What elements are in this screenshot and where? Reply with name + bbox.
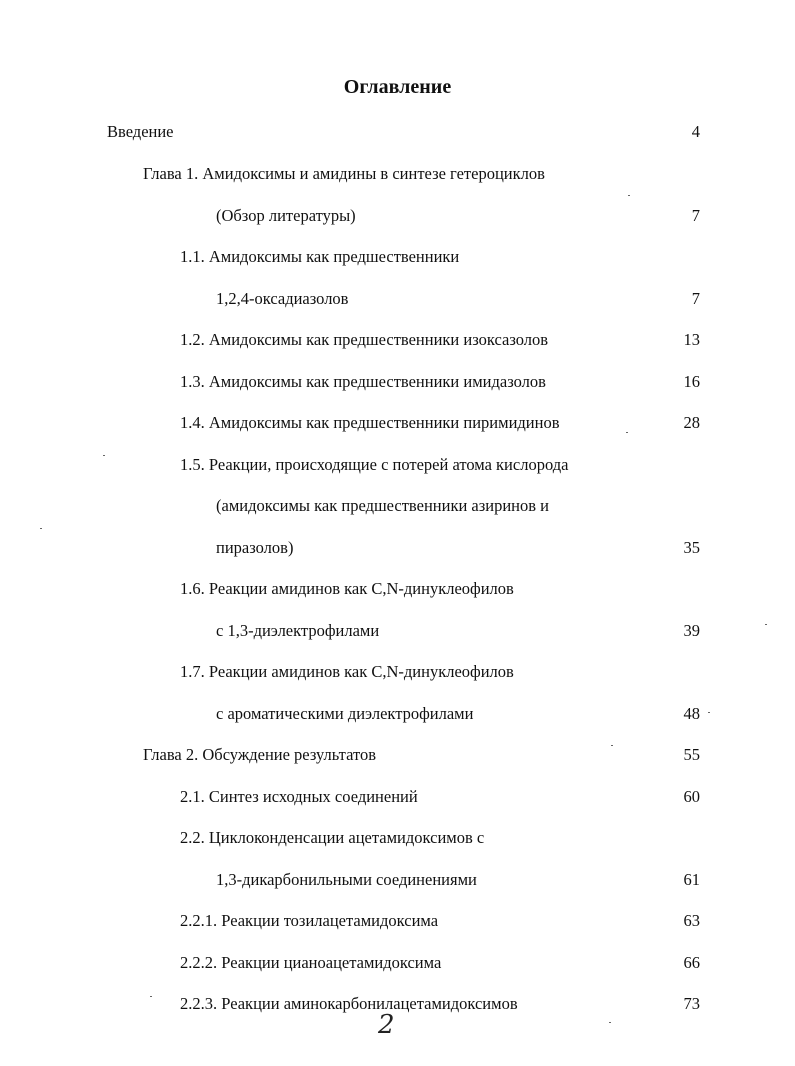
toc-entry-text: 1.3. Амидоксимы как предшественники имидазолов — [180, 372, 546, 391]
toc-entry-text: 2.2. Циклоконденсации ацетамидоксимов с — [180, 828, 485, 847]
toc-entry-page: 13 — [683, 330, 700, 349]
toc-entry-page: 73 — [683, 994, 700, 1013]
toc-entry-text: 1.5. Реакции, происходящие с потерей атома кислорода — [180, 455, 569, 474]
toc-entry-page: 60 — [683, 787, 700, 806]
toc-entry-page: 61 — [683, 870, 700, 889]
toc-entry-page: 55 — [683, 745, 700, 764]
toc-entry-text: (амидоксимы как предшественники азиринов и — [216, 496, 549, 515]
page-title: Оглавление — [343, 76, 452, 98]
toc-entry-text: 1.1. Амидоксимы как предшественники — [180, 247, 460, 266]
toc-entry-text: Глава 1. Амидоксимы и амидины в синтезе гетероциклов — [143, 164, 545, 183]
scan-speck — [150, 996, 152, 997]
toc-entry-text: 1.4. Амидоксимы как предшественники пиримидинов — [180, 413, 560, 432]
toc-entry-page: 48 — [683, 704, 700, 723]
toc-entry-page: 39 — [683, 621, 700, 640]
scan-speck — [609, 1022, 611, 1023]
toc-entry-text: 1.7. Реакции амидинов как C,N-динуклеофилов — [180, 662, 514, 681]
toc-entry-text: с 1,3-диэлектрофилами — [216, 621, 380, 640]
toc-entry-text: 1,3-дикарбонильными соединениями — [216, 870, 477, 889]
toc-entry-text: 2.2.3. Реакции аминокарбонилацетамидоксимов — [180, 994, 518, 1013]
toc-entry-page: 28 — [683, 413, 700, 432]
scan-speck — [103, 455, 105, 456]
toc-entry-text: пиразолов) — [216, 538, 294, 557]
toc-entry-text: с ароматическими диэлектрофилами — [216, 704, 474, 723]
scan-speck — [611, 745, 613, 746]
toc-entry-text: 1.6. Реакции амидинов как C,N-динуклеофилов — [180, 579, 514, 598]
toc-entry-text: Введение — [107, 122, 174, 141]
toc-entry-page: 63 — [683, 911, 700, 930]
scan-speck — [628, 195, 630, 196]
toc-entry-text: Глава 2. Обсуждение результатов — [143, 745, 376, 764]
toc-entry-text: 2.2.2. Реакции цианоацетамидоксима — [180, 953, 442, 972]
toc-entry-text: 2.1. Синтез исходных соединений — [180, 787, 418, 806]
toc-entry-page: 7 — [691, 206, 700, 225]
toc-entry-page: 66 — [683, 953, 700, 972]
toc-entry-page: 7 — [691, 289, 700, 308]
toc-entry-text: 1.2. Амидоксимы как предшественники изоксазолов — [180, 330, 549, 349]
toc-entry-page: 16 — [683, 372, 700, 391]
scan-speck — [626, 432, 628, 433]
scan-speck — [765, 624, 767, 625]
page-number: 2 — [378, 1010, 395, 1040]
toc-entry-page: 4 — [691, 122, 700, 141]
toc-entry-text: 2.2.1. Реакции тозилацетамидоксима — [180, 911, 439, 930]
toc-entry-text: 1,2,4-оксадиазолов — [216, 289, 349, 308]
toc-entry-text: (Обзор литературы) — [216, 206, 356, 225]
toc-entry-page: 35 — [683, 538, 700, 557]
scan-speck — [708, 712, 710, 713]
scan-speck — [40, 528, 42, 529]
